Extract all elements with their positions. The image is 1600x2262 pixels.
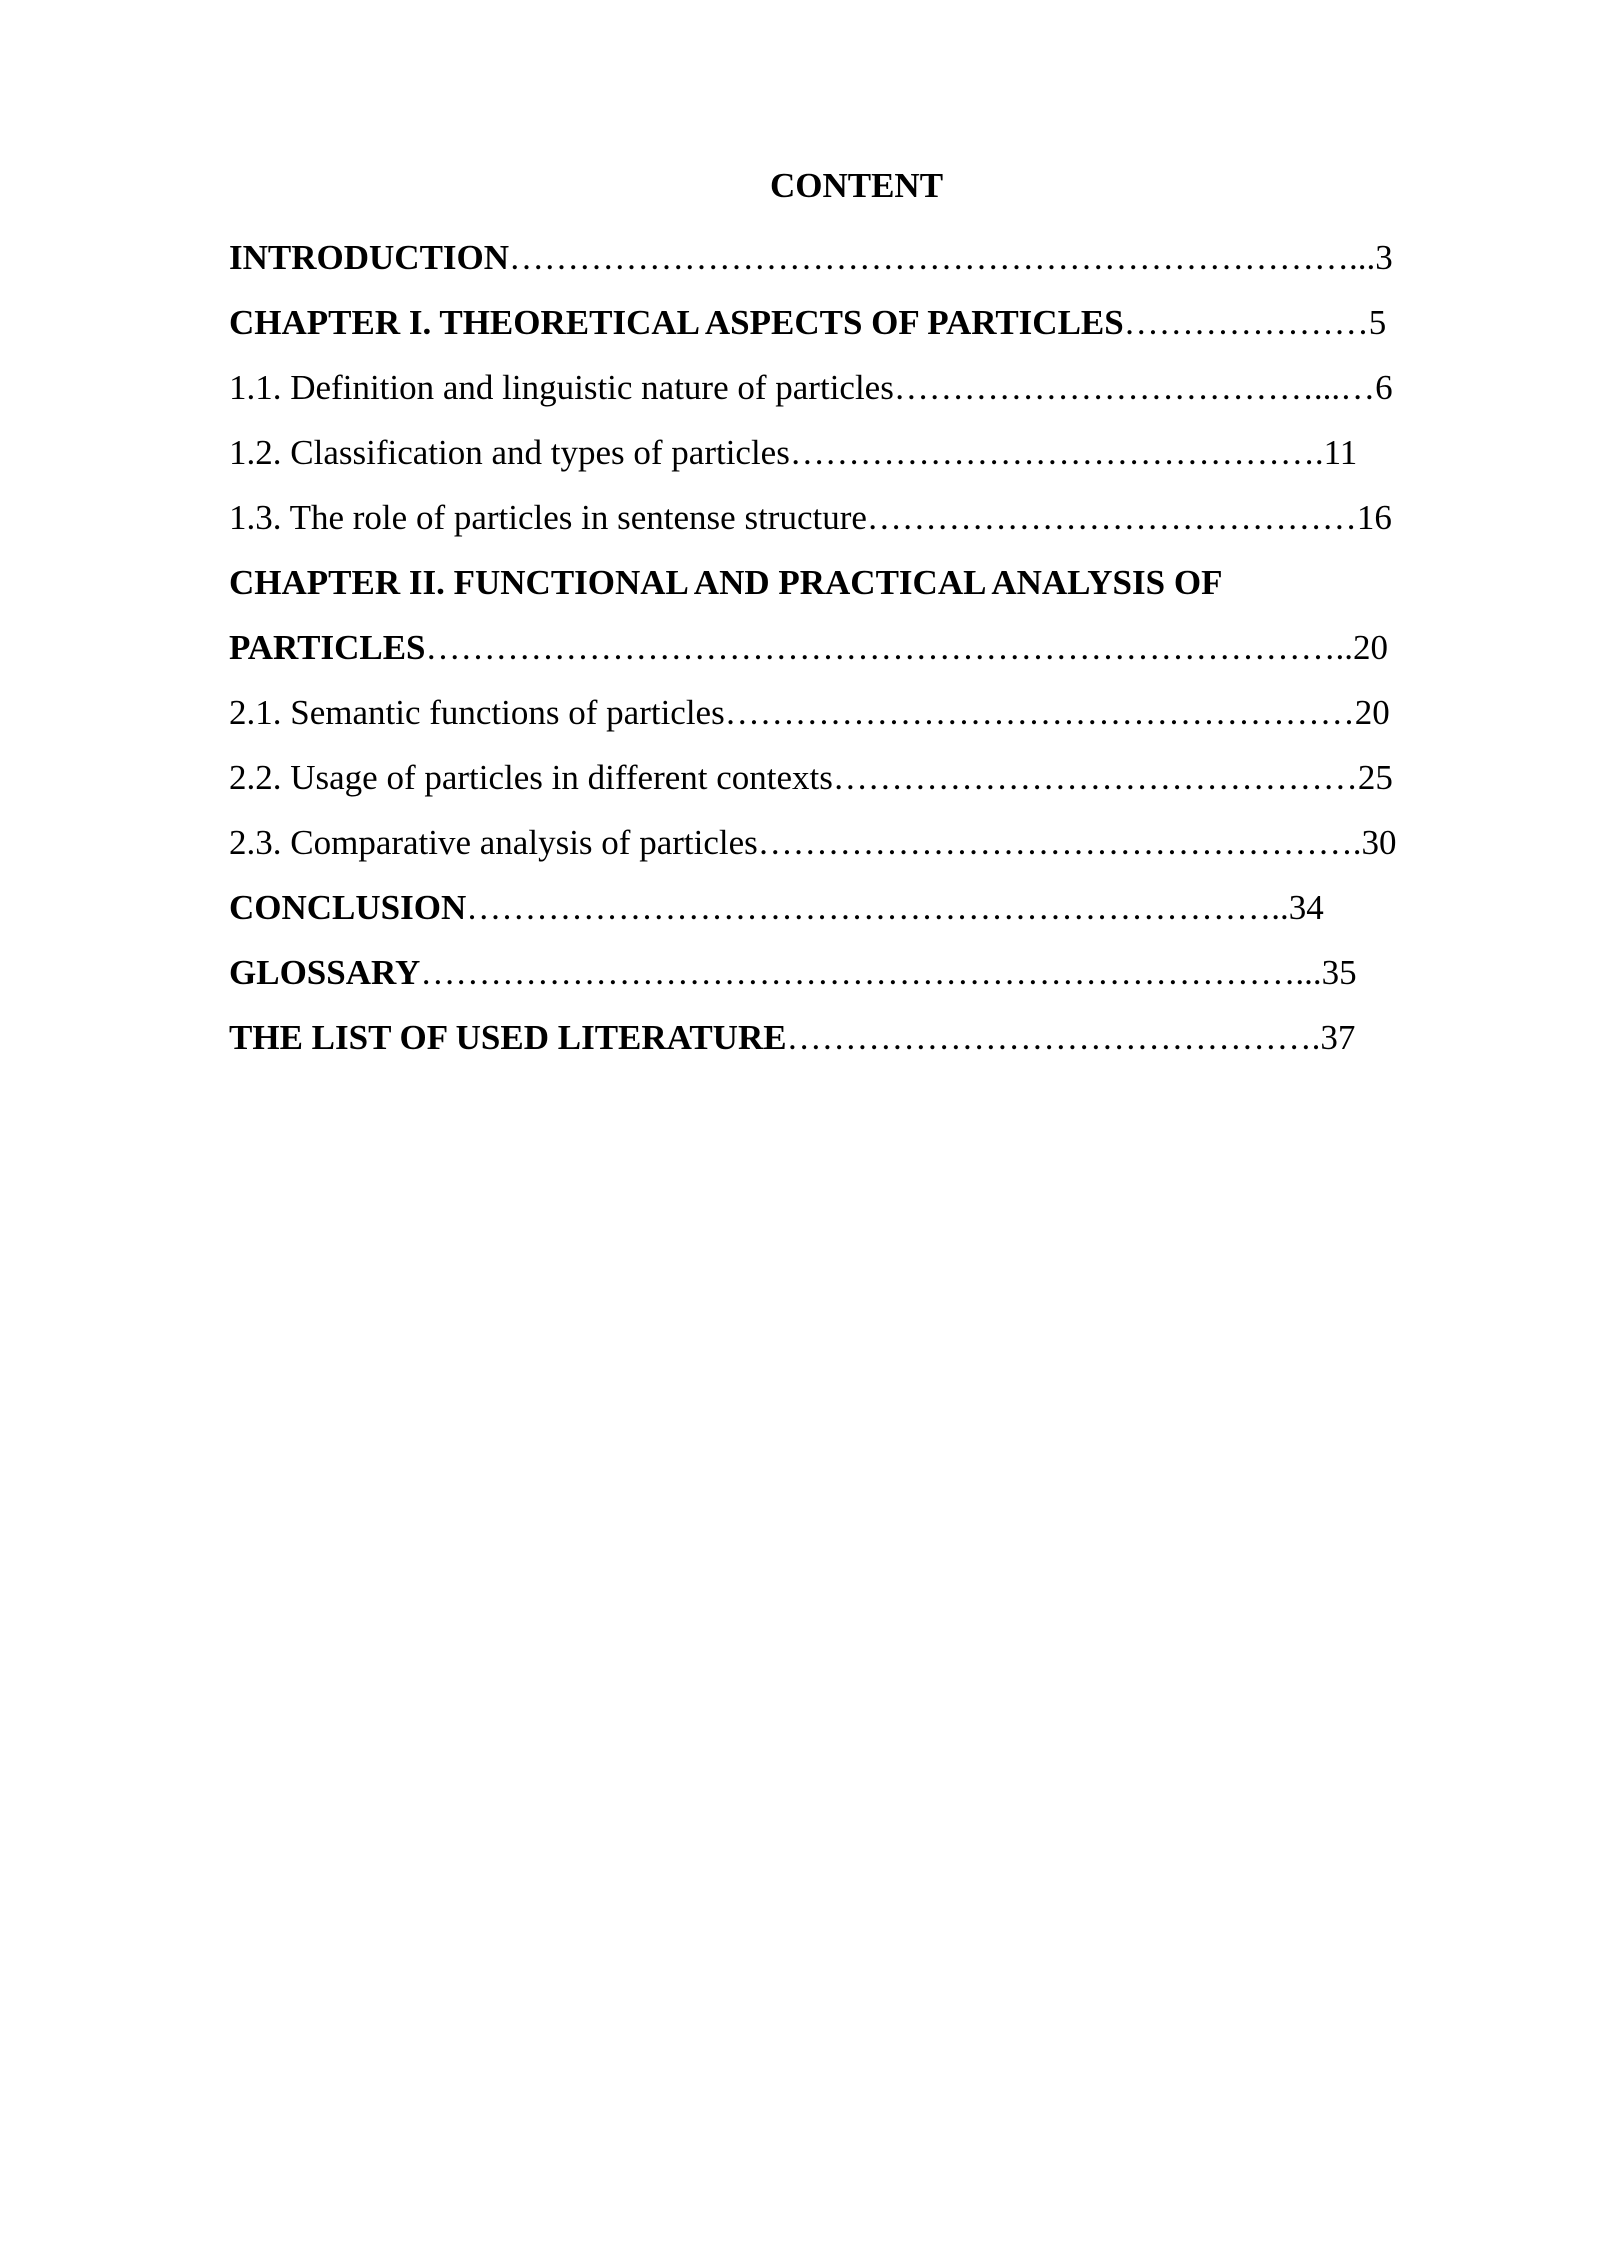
toc-entry-page: 5 — [1368, 303, 1387, 342]
toc-entry-page: 34 — [1288, 888, 1324, 927]
toc-entry — [229, 940, 1484, 1005]
toc-entry — [229, 745, 1484, 810]
toc-entry-page: 3 — [1375, 238, 1393, 277]
toc-entry-leader: ………………………………………. — [786, 1018, 1321, 1057]
toc-entry-label: CHAPTER I. THEORETICAL ASPECTS OF PARTICLES — [229, 303, 1124, 342]
toc-entry-leader: ……………………………………………… — [724, 693, 1355, 732]
toc-entry-label: 1.2. Classification and types of particles — [229, 433, 790, 472]
toc-entry-leader: ………………………………………………………………... — [509, 238, 1376, 277]
toc-entry-leader: …………………………………………………………………... — [420, 953, 1322, 992]
toc-entry — [229, 485, 1484, 550]
toc-entry-leader: ………………… — [1123, 303, 1369, 342]
toc-entry — [229, 355, 1484, 420]
page-title: CONTENT — [769, 166, 944, 205]
toc-entry-page: 16 — [1356, 498, 1392, 537]
toc-entry-label: 2.2. Usage of particles in different contexts — [229, 758, 833, 797]
toc-entry — [229, 420, 1484, 485]
toc-entry — [229, 615, 1484, 680]
toc-entry-label: 1.1. Definition and linguistic nature of particles — [229, 368, 894, 407]
toc-entry-label: THE LIST OF USED LITERATURE — [229, 1018, 787, 1057]
toc-entry-page: 20 — [1353, 628, 1388, 667]
toc-entry-label: GLOSSARY — [229, 953, 421, 992]
toc-entry — [229, 1005, 1484, 1070]
toc-entry-page: 11 — [1323, 433, 1358, 472]
toc-entry-leader: …………………………………………………………….. — [466, 888, 1289, 927]
toc-entry-leader: ………………………………...… — [893, 368, 1376, 407]
toc-entry-leader: …………………………………………………………………….. — [425, 628, 1353, 667]
toc-entry — [229, 680, 1484, 745]
toc-entry — [229, 875, 1484, 940]
toc-entry-page: 6 — [1375, 368, 1393, 407]
toc-entry-leader: ……………………………………………. — [757, 823, 1362, 862]
toc-entry-page: 30 — [1361, 823, 1397, 862]
toc-entry-label: CHAPTER II. FUNCTIONAL AND PRACTICAL ANALYSIS OF — [229, 563, 1223, 602]
toc-entry-leader: ………………………………………. — [789, 433, 1324, 472]
toc-entry-label: 1.3. The role of particles in sentense structure — [229, 498, 867, 537]
toc-entry — [229, 290, 1484, 355]
toc-entry — [229, 810, 1484, 875]
toc-entry-leader: ……………………………………… — [832, 758, 1358, 797]
toc-entry-label: CONCLUSION — [229, 888, 467, 927]
toc-entry-label: 2.3. Comparative analysis of particles — [229, 823, 758, 862]
toc-entry-leader: …………………………………… — [866, 498, 1357, 537]
toc-entry-page: 25 — [1357, 758, 1393, 797]
toc-entry — [229, 225, 1484, 290]
toc-entry — [229, 550, 1484, 615]
table-of-contents — [229, 225, 1484, 1070]
toc-entry-page: 37 — [1320, 1018, 1356, 1057]
toc-entry-label: PARTICLES — [229, 628, 426, 667]
toc-entry-page: 35 — [1321, 953, 1357, 992]
toc-entry-label: 2.1. Semantic functions of particles — [229, 693, 725, 732]
toc-entry-label: INTRODUCTION — [229, 238, 510, 277]
toc-entry-page: 20 — [1354, 693, 1390, 732]
